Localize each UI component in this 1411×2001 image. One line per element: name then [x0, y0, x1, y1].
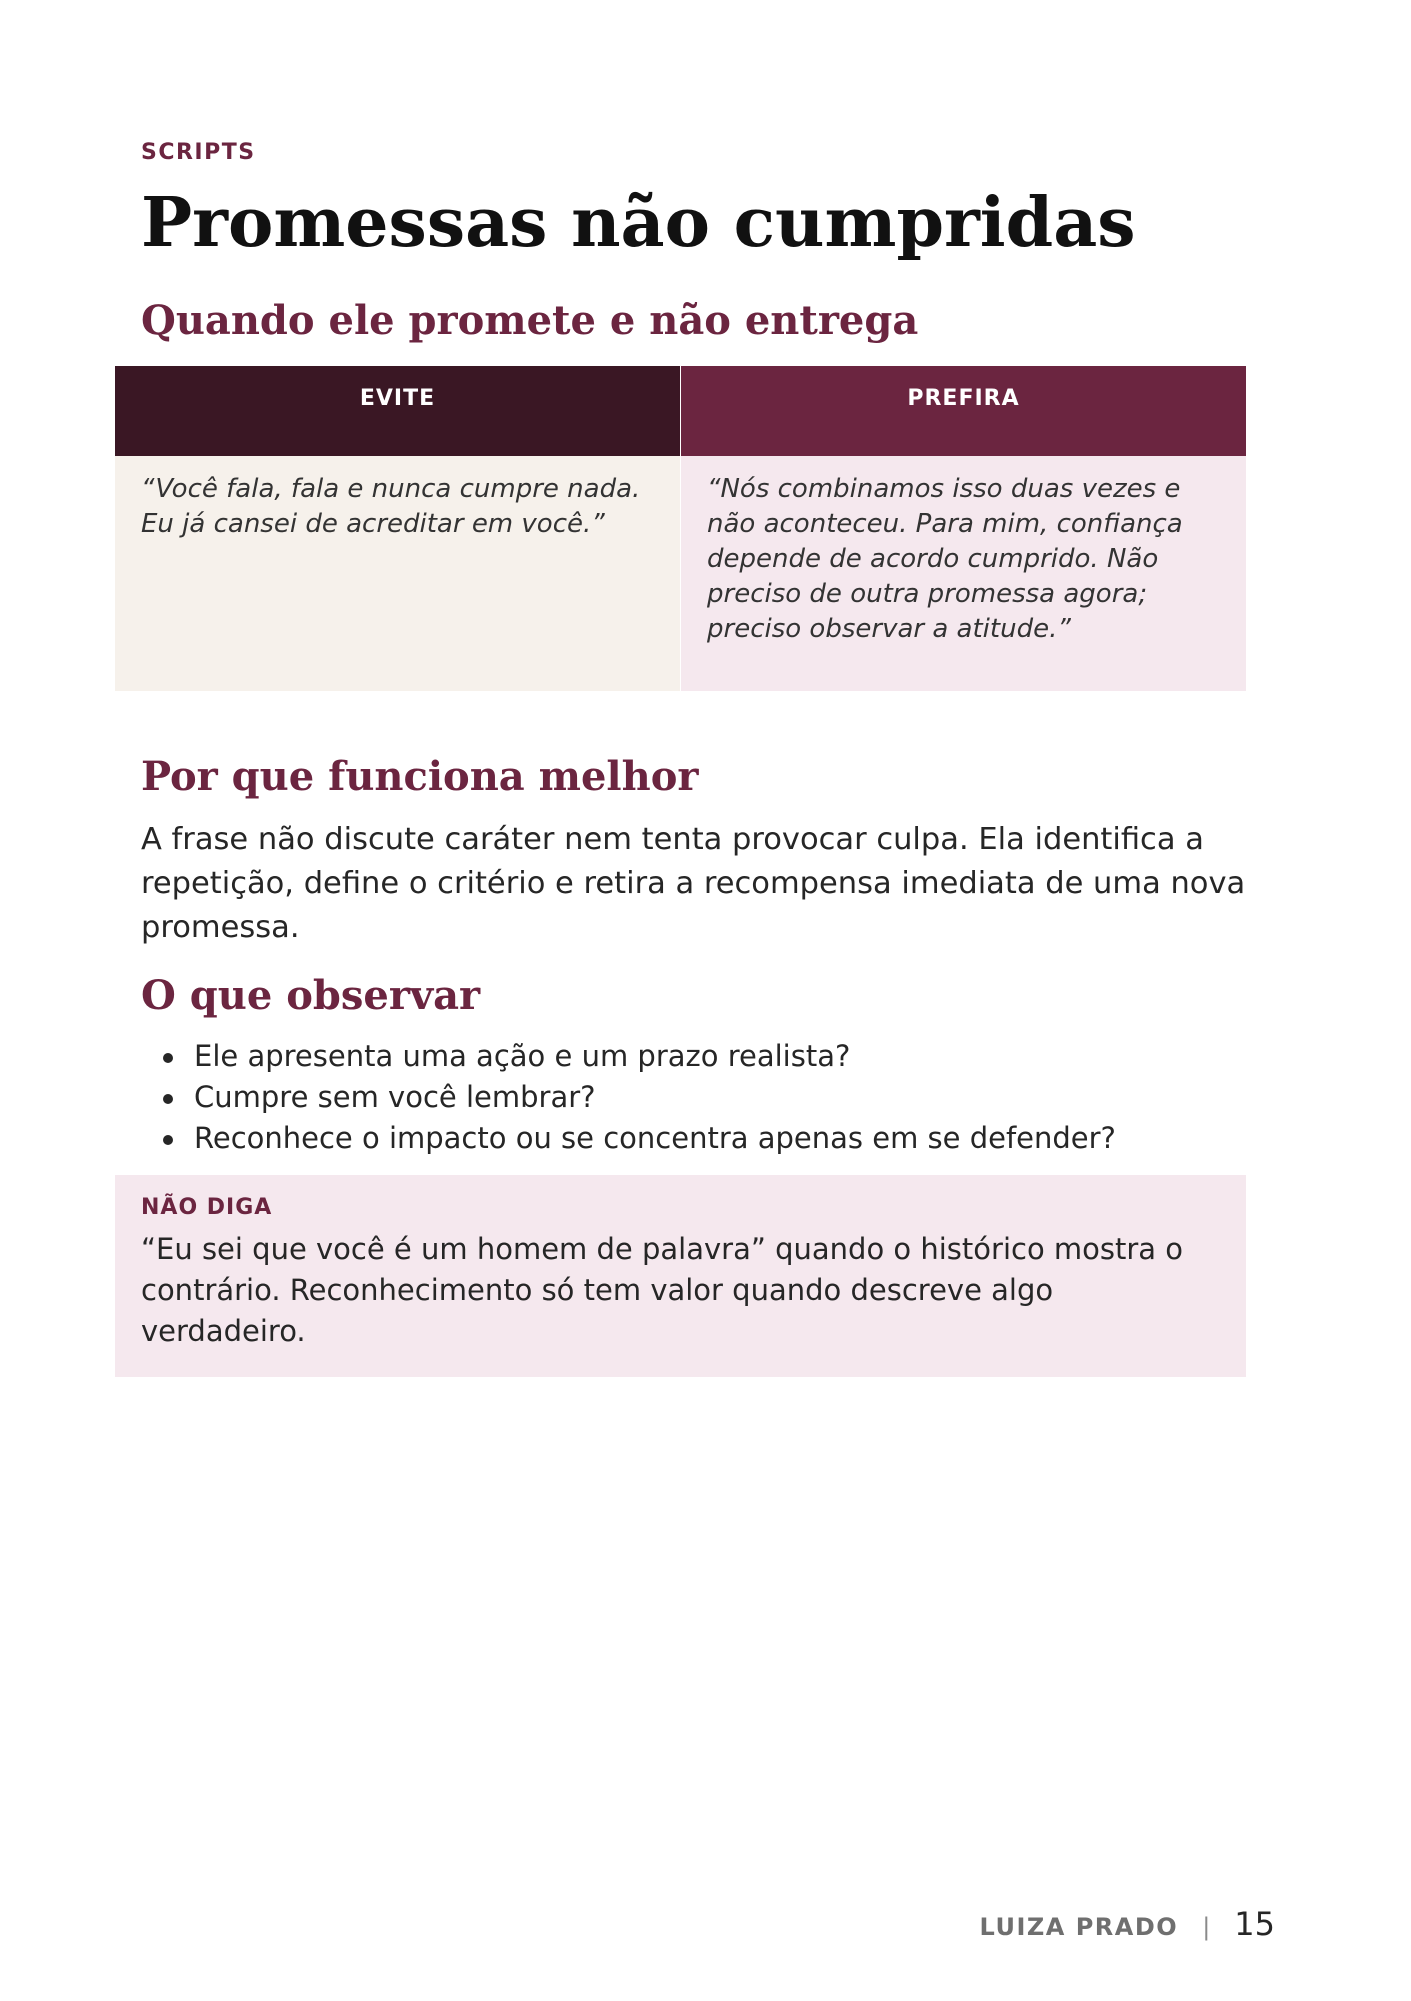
- dont-say-label: NÃO DIGA: [141, 1195, 273, 1220]
- why-paragraph: A frase não discute caráter nem tenta provocar culpa. Ela identifica a repetição, define o critério e retira a recompensa imediata de uma nova promessa.: [141, 822, 1246, 945]
- footer-separator: |: [1202, 1913, 1211, 1941]
- page-title: Promessas não cumpridas: [141, 183, 1136, 263]
- why-heading: Por que funciona melhor: [141, 753, 699, 800]
- avoid-column: [115, 366, 680, 691]
- page-footer: [980, 1905, 1275, 1943]
- page-number: 15: [1234, 1905, 1275, 1943]
- list-item: Cumpre sem você lembrar?: [141, 1077, 1116, 1118]
- observe-list: [141, 1036, 1116, 1159]
- subtitle: Quando ele promete e não entrega: [141, 297, 919, 344]
- prefer-header: PREFIRA: [681, 366, 1246, 456]
- prefer-column: [681, 366, 1246, 691]
- dont-say-callout: [115, 1175, 1246, 1377]
- observe-heading: O que observar: [141, 972, 481, 1019]
- avoid-header: EVITE: [115, 366, 680, 456]
- section-eyebrow: SCRIPTS: [141, 140, 256, 165]
- footer-author: LUIZA PRADO: [979, 1913, 1179, 1941]
- list-item: Reconhece o impacto ou se concentra apenas em se defender?: [141, 1118, 1116, 1159]
- dont-say-text: “Eu sei que você é um homem de palavra” quando o histórico mostra o contrário. Reconhecimento só tem valor quando descreve algo verdadeiro.: [141, 1232, 1184, 1348]
- comparison-table: [115, 366, 1246, 691]
- list-item: Ele apresenta uma ação e um prazo realista?: [141, 1036, 1116, 1077]
- avoid-quote: “Você fala, fala e nunca cumpre nada. Eu já cansei de acreditar em você.”: [115, 456, 680, 691]
- prefer-quote: “Nós combinamos isso duas vezes e não aconteceu. Para mim, confiança depende de acordo cumprido. Não preciso de outra promessa agora; preciso observar a atitude.”: [681, 456, 1246, 691]
